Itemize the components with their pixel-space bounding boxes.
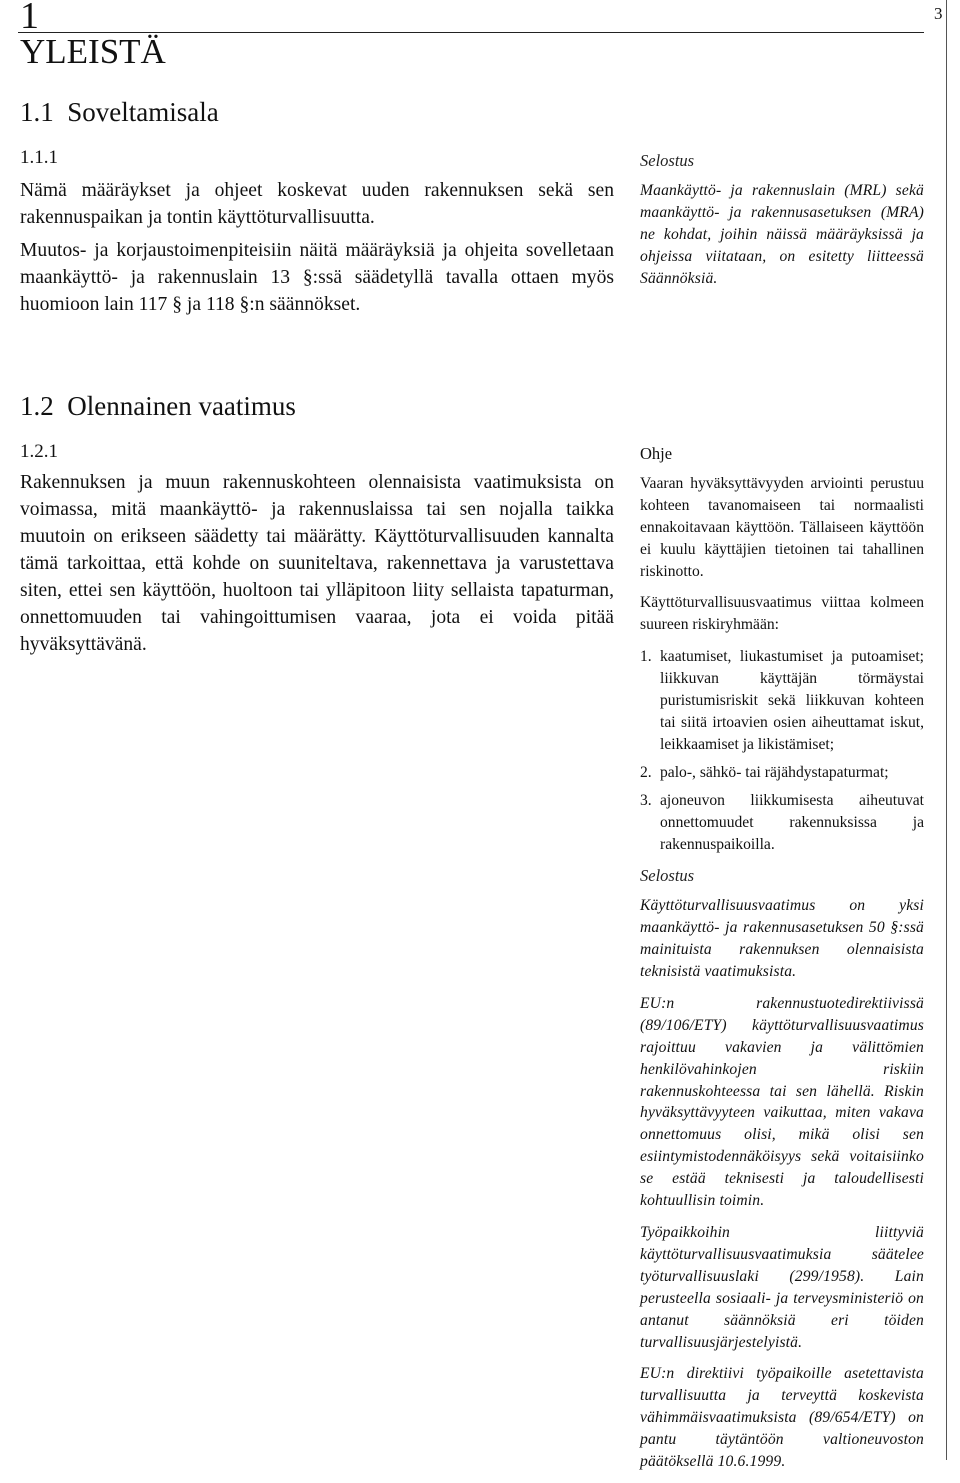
list-item — [640, 790, 924, 856]
explanation-paragraph: EU:n rakennustuotedirektiivissä (89/106/ETY) käyttöturvallisuusvaatimus rajoittuu vakavien ja välittömien henkilövahinkojen riskiin rakennuskohteessa tai sen lähellä. Riskin hyväksyttävyyteen vaikuttaa, miten vakava onnettomuus olisi, mikä olisi sen esiintymistodennäköisyys sekä voitaisiinko se estää teknisesti ja taloudellisesti kohtuullisin toimin. — [640, 994, 924, 1210]
explanation-heading: Selostus — [640, 866, 695, 886]
paragraph: Nämä määräykset ja ohjeet koskevat uuden rakennuksen sekä sen rakennuspaikan ja tontin käyttöturvallisuutta. — [20, 180, 614, 228]
section-title-1-2: 1.2 Olennainen vaatimus — [20, 391, 296, 421]
sidenote-text: Maankäyttö- ja rakennuslain (MRL) sekä maankäyttö- ja rakennusasetuksen (MRA) ne kohdat, joihin näissä määräyksissä ja ohjeissa viitataan, on esitetty liitteessä Säännöksiä. — [640, 181, 924, 287]
list-number: 2. — [640, 763, 652, 781]
explanation-paragraph: Käyttöturvallisuusvaatimus on yksi maankäyttö- ja rakennusasetuksen 50 §:ssä mainituista rakennuksen olennaisista teknisistä vaatimuksista. — [640, 897, 924, 981]
chapter-number: 1 — [20, 0, 39, 37]
list-text: kaatumiset, liukastumiset ja putoamiset; liikkuvan käyttäjän törmäystai puristumisriskit sekä liikkuvan kohteen tai siitä irtoavien osien aiheuttamat iskut, leikkaamiset ja likistämiset; — [660, 648, 924, 753]
risk-group-list — [640, 646, 924, 855]
subsection-number-1-1-1: 1.1.1 — [20, 147, 58, 168]
section-1-1-body — [20, 177, 614, 318]
section-1-1-sidenote — [640, 150, 924, 299]
page-number: 3 — [934, 4, 943, 23]
guidance-paragraph: Käyttöturvallisuusvaatimus viittaa kolmeen suureen riskiryhmään: — [640, 594, 924, 634]
list-text: palo-, sähkö- tai räjähdystapaturmat; — [660, 763, 889, 781]
chapter-title: YLEISTÄ — [20, 32, 166, 71]
subsection-number-1-2-1: 1.2.1 — [20, 441, 58, 462]
section-1-2-sidenotes — [640, 443, 924, 1483]
list-item — [640, 646, 924, 756]
list-number: 1. — [640, 648, 652, 666]
guidance-heading: Ohje — [640, 444, 673, 463]
paragraph: Rakennuksen ja muun rakennuskohteen olennaisista vaatimuksista on voimassa, mitä maankäyttö- ja rakennuslaissa tai sen nojalla taikka muutoin on erikseen säädetty tai määrätty. Käyttöturvallisuuden kannalta tämä tarkoittaa, että kohde on suuniteltava, rakennettava ja varustettava siten, ettei sen käyttöön, huoltoon tai ylläpitoon liity sellaista tapaturman, onnettomuuden tai vahingoittumisen vaaraa, jota ei voida pitää hyväksyttävänä. — [20, 472, 614, 655]
list-item — [640, 762, 924, 784]
sidenote-heading: Selostus — [640, 151, 695, 170]
explanation-paragraph: EU:n direktiivi työpaikoille asetettavista turvallisuutta ja terveyttä koskevista vähimmäisvaatimuksista (89/654/ETY) on pantu täytäntöön valtioneuvoston päätöksellä 10.6.1999. — [640, 1365, 924, 1471]
section-1-2-body — [20, 469, 614, 658]
guidance-paragraph: Vaaran hyväksyttävyyden arviointi perustuu kohteen tavanomaiseen tai normaalisti ennakoitavaan käyttöön. Tällaiseen käyttöön ei kuulu käyttäjien tietoinen tai tahallinen riskinotto. — [640, 474, 924, 580]
list-text: ajoneuvon liikkumisesta aiheutuvat onnettomuudet rakennuksissa ja rakennuspaikoilla. — [660, 791, 924, 853]
paragraph: Muutos- ja korjaustoimenpiteisiin näitä määräyksiä ja ohjeita sovelletaan maankäyttö- ja rakennuslain 13 §:ssä säädetyllä tavalla ottaen myös huomioon lain 117 § ja 118 §:n säännökset. — [20, 240, 614, 315]
section-title-1-1: 1.1 Soveltamisala — [20, 97, 219, 127]
list-number: 3. — [640, 791, 652, 809]
explanation-paragraph: Työpaikkoihin liittyviä käyttöturvallisuusvaatimuksia säätelee työturvallisuuslaki (299/1958). Lain perusteella sosiaali- ja terveysministeriö on antanut säännöksiä eri töiden turvallisuusjärjestelyistä. — [640, 1224, 924, 1351]
margin-rule — [946, 0, 947, 1460]
